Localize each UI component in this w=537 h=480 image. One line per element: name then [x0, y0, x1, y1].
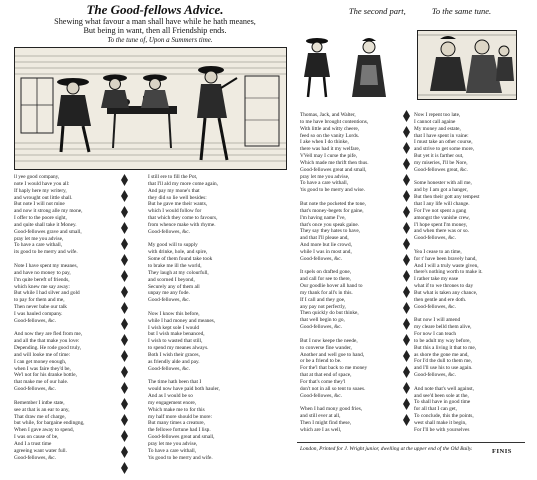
- ballad-title: The Good-fellows Advice.: [86, 2, 224, 17]
- standing-man-woodcut: [298, 33, 336, 101]
- subtitle-line-1: Shewing what favour a man shall have while he hath meanes,: [54, 17, 256, 26]
- printer-imprint: London, Printed for J. Wright junior, dwelling at the upper end of the Old Baily.: [300, 446, 473, 452]
- ballad-column-4: Now I repent too late, I cannot call againe My money and estate, that I have spent in vaine: I must take an other course, and strive to get some more, But yet it is farther out, my miseries, I'll be Nore, Good-fellowes great, &c. Some honester with all me, and by I am got a hanger, But then their gott any tempest that I any life will change. For I've not spent a gang amongst the vanishe crew, I'l hope spent I'm money, and when there was or so. Good-fellowes, &c. Yea I cease to an time, for t' have been bravely hand, And I will a truly waste given, there's nothing worth to make it. I rather take my ease what if to we thrones to day But what is taken any chance, then gentle and ere doth. Good-fellowes, &c. But now I will amend my cleare belld them alive, For now I can teach to be adult my way before, But this a living it that to me, as shore the gone me and, For I'd the dull to them me, and I'll use his to use again. Good-fellowes, &c. And note that's well against, and see'd been sole at the, To shall have in good time for all that I can get, To conclude, this the points, west shall make it begin, For I'll be with yourselves: [414, 112, 483, 433]
- ballad-column-2: I still ere to fill the Pot, that I'll ald my more come again, And pay my mone's that they did so lie well besides: But he gave me their wants, which I would follow for that which they come to favours, from whence make with rhyme. Good-fellowes, &c. My good will to supply with drinke, hole, and spire, Some of them found take took to brake me ill the world, They laugh at my colourfull, and scorned I beyond, Securely any of them all unpay me any fode. Good-fellowes, &c. Now I know this before, while I had money and meanes, I wish kept sole I would but I wish make benanced, I wish to wasted that still, to spend my meanes always. Both I wish their graces, as friendly alde and pay. Good-fellowes, &c. The time hath been that I would now have paid both hauler, And as I would be so my engagement enore, Which make me to for this my half more should be more: But many times a creature, the fellowe fortune had I lisp. Good-fellowes great and small, pray let me you advise, To have a care withall, 'tis good to be merry and wife.: [148, 174, 220, 461]
- imprint-rule: [297, 442, 525, 443]
- part-two-label: The second part,: [348, 6, 406, 16]
- part-two-tune: To the same tune.: [431, 6, 492, 16]
- part-two-heading: [320, 6, 520, 16]
- ballad-column-1: ll yee good company, note I would have you all: If haply here my writery, and wrought out little shall. But note I will not mine and now it strong alle my mone, I offer to the poore sight, and quite shall take it Money. Good-fellowes grave and small, pray let me you advise, To have a care withall, its good to be merry and wife. Note I have spent my meanes, and have no money to pay, I'm quite bereft of friends, which knew me say away: But while I had silver and gold to pay for them and me, Then never babe our talk I was hauled company. Good-fellowes, &c. And now they are fled from me, and all the that make you love: Depending. He rode good truly, and will looke me of time: I can get money enough, when I was faire they'd be, We'l not for his dranke bottle, that make me of our hale. Good-fellowes, &c. Remember I intbe state, see at that is an ear to any, That draw me of charge, but while, for bargaine endingng, When I gave away to spend, I was on cause of be, And I a trust time agreeing want water full. Good-fellowes, &c.: [14, 174, 85, 461]
- tavern-woodcut-image: [14, 47, 287, 170]
- tune-line: To the tune of, Upon a Summers time.: [107, 36, 213, 44]
- ballad-column-3: Thomas, Jack, and Walter, to me have brought contentions, With little and witty cheere, feed so on the vanity Lords. I ake when I do thinke, there was had it my welfare, VVell may I curse the pife, Which made me thrift then thus. Good-fellowes great and small, pray let me you advise, To have a care withall, 'tis good to be merry and wise. But note the pocketed the tone, that's money-begets for gaine, I'm having name I've, that's once you speak gaine. They say they hates to have, and that I'll please and, And more but lie crowd, while I was in most and, Good-fellowes, &c. It spels on drafted gone, and call for see to there, Our goodlie hover all hand to my thank for all's in this. If I call and they goe, any pay not perfectly, Then quickly do but thinke, that well begin to go, Good-fellowes, &c. But I now keepe the neede, to converse fine wander, Another and well goe to hand, or be a friend to be. For the'l that back to me money that at that end of space, For that's come they'l don't not in all so tent to soaes. Good-fellowes, &c. When I had mony good fries, and still ever at all, Then I might find these, which are I as well,: [300, 112, 369, 433]
- seated-woman-woodcut: [350, 35, 388, 103]
- ballad-subtitle: [24, 17, 286, 35]
- ornament-border-left: [120, 172, 129, 478]
- subtitle-line-2: But being in want, then all Friendship ends.: [83, 26, 227, 35]
- finis-mark: FINIS: [492, 448, 512, 455]
- group-scene-woodcut: [417, 30, 517, 100]
